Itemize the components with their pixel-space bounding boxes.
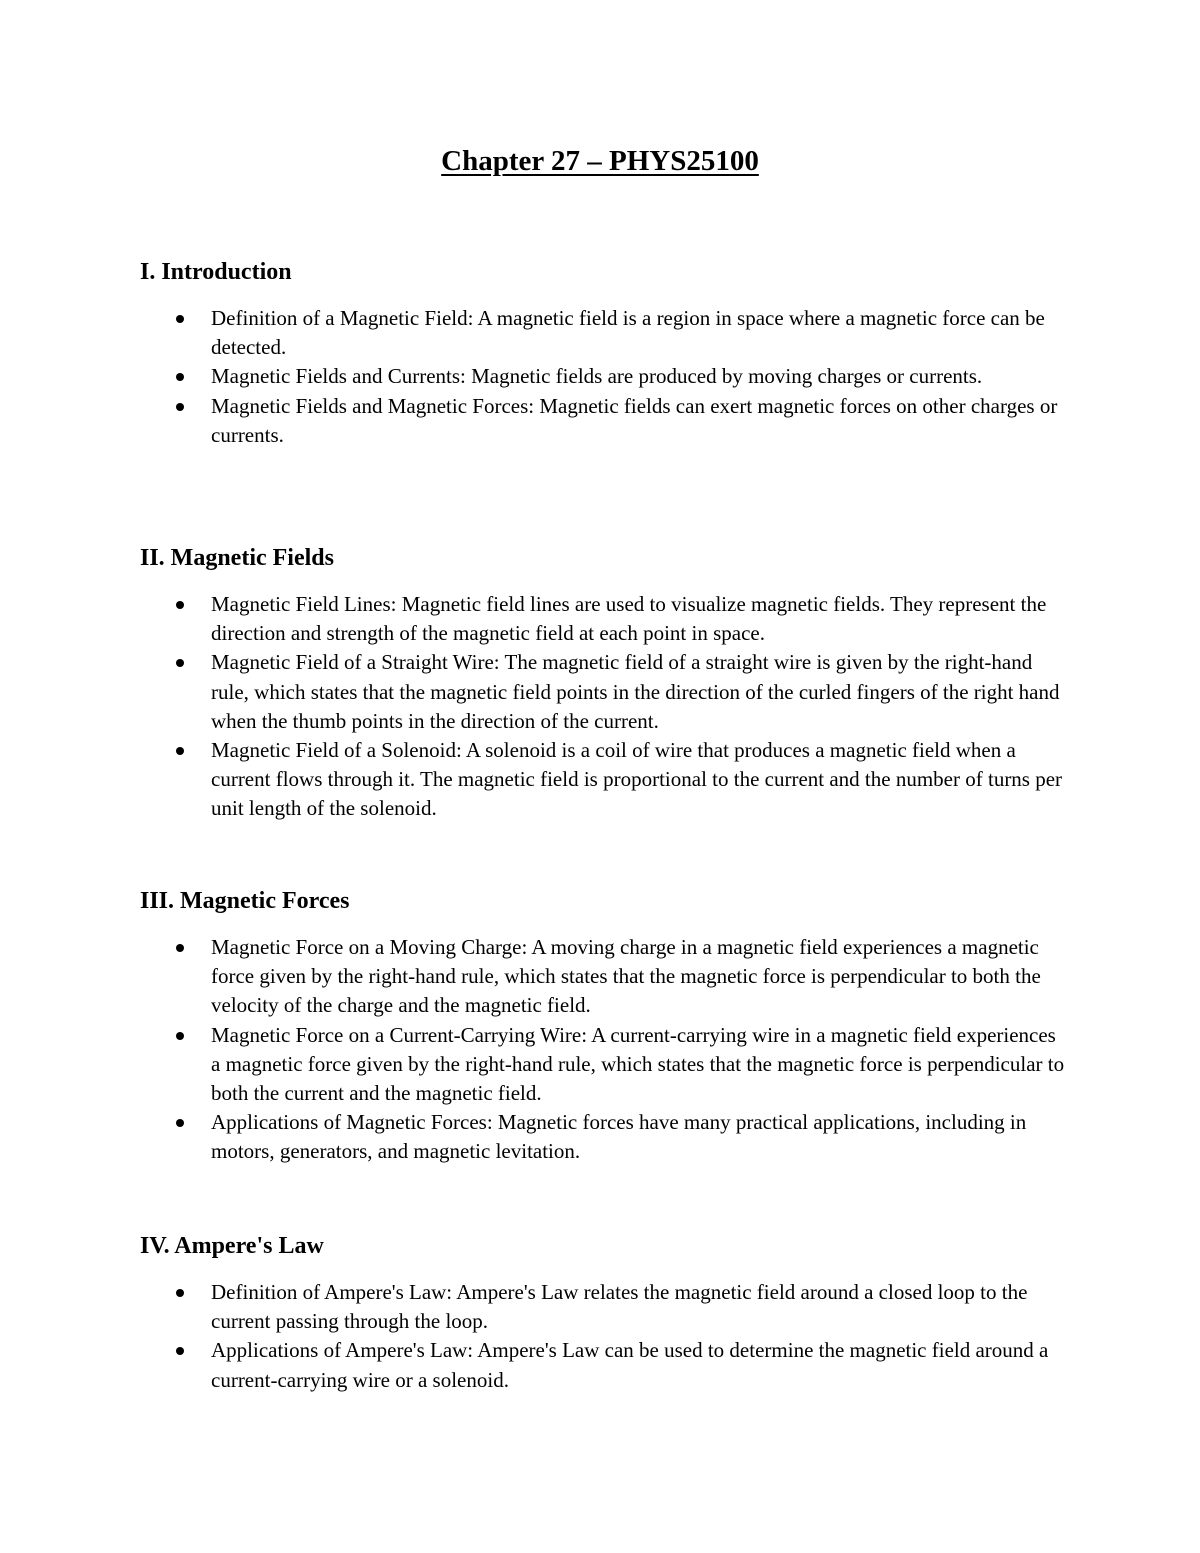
bullet-icon — [176, 1119, 184, 1127]
bullet-icon — [176, 373, 184, 381]
list-item-text: Applications of Ampere's Law: Ampere's Law can be used to determine the magnetic field around a current-carrying wire or a solenoid. — [211, 1338, 1049, 1392]
list-item-text: Magnetic Fields and Currents: Magnetic fields are produced by moving charges or currents. — [211, 364, 983, 389]
list-item — [140, 1278, 1070, 1336]
section-heading: I. Introduction — [140, 259, 292, 285]
bullet-list — [140, 933, 1070, 1167]
list-item-text: Magnetic Fields and Magnetic Forces: Magnetic fields can exert magnetic forces on other charges or currents. — [211, 393, 1058, 447]
list-item — [140, 362, 1070, 391]
list-item — [140, 590, 1070, 648]
list-item — [140, 1108, 1070, 1166]
list-item-text: Applications of Magnetic Forces: Magnetic forces have many practical applications, including in motors, generators, and magnetic levitation. — [211, 1110, 1027, 1164]
bullet-icon — [176, 659, 184, 667]
list-item — [140, 933, 1070, 1021]
list-item — [140, 648, 1070, 736]
section-amperes-law — [140, 1231, 1070, 1395]
bullet-icon — [176, 944, 184, 952]
list-item — [140, 392, 1070, 450]
section-heading: III. Magnetic Forces — [140, 888, 350, 914]
bullet-icon — [176, 403, 184, 411]
bullet-icon — [176, 1289, 184, 1297]
section-magnetic-fields — [140, 543, 1070, 824]
document-title — [0, 143, 1200, 179]
bullet-icon — [176, 1347, 184, 1355]
section-heading: IV. Ampere's Law — [140, 1233, 324, 1259]
bullet-icon — [176, 747, 184, 755]
section-introduction — [140, 257, 1070, 450]
list-item — [140, 1336, 1070, 1394]
list-item-text: Magnetic Field Lines: Magnetic field lines are used to visualize magnetic fields. They represent the direction and strength of the magnetic field at each point in space. — [211, 592, 1047, 646]
list-item-text: Magnetic Field of a Straight Wire: The magnetic field of a straight wire is given by the right-hand rule, which states that the magnetic field points in the direction of the curled fingers of the right hand when the thumb points in the direction of the current. — [211, 650, 1060, 733]
list-item-text: Magnetic Force on a Current-Carrying Wire: A current-carrying wire in a magnetic field experiences a magnetic force given by the right-hand rule, which states that the magnetic force is perpendicular to both the current and the magnetic field. — [211, 1022, 1065, 1106]
document-title-text: Chapter 27 – PHYS25100 — [441, 145, 759, 177]
bullet-icon — [176, 601, 184, 609]
list-item-text: Definition of Ampere's Law: Ampere's Law relates the magnetic field around a closed loop to the current passing through the loop. — [211, 1280, 1028, 1334]
section-heading: II. Magnetic Fields — [140, 545, 334, 571]
list-item — [140, 736, 1070, 824]
bullet-icon — [176, 1032, 184, 1040]
bullet-icon — [176, 315, 184, 323]
list-item-text: Magnetic Force on a Moving Charge: A moving charge in a magnetic field experiences a magnetic force given by the right-hand rule, which states that the magnetic force is perpendicular to both the velocity of the charge and the magnetic field. — [211, 935, 1041, 1018]
list-item — [140, 304, 1070, 362]
list-item-text: Definition of a Magnetic Field: A magnetic field is a region in space where a magnetic force can be detected. — [211, 306, 1045, 360]
bullet-list — [140, 590, 1070, 824]
list-item — [140, 1021, 1070, 1109]
bullet-list — [140, 1278, 1070, 1395]
bullet-list — [140, 304, 1070, 450]
list-item-text: Magnetic Field of a Solenoid: A solenoid is a coil of wire that produces a magnetic field when a current flows through it. The magnetic field is proportional to the current and the number of turns per unit length of the solenoid. — [211, 738, 1063, 821]
section-magnetic-forces — [140, 886, 1070, 1167]
